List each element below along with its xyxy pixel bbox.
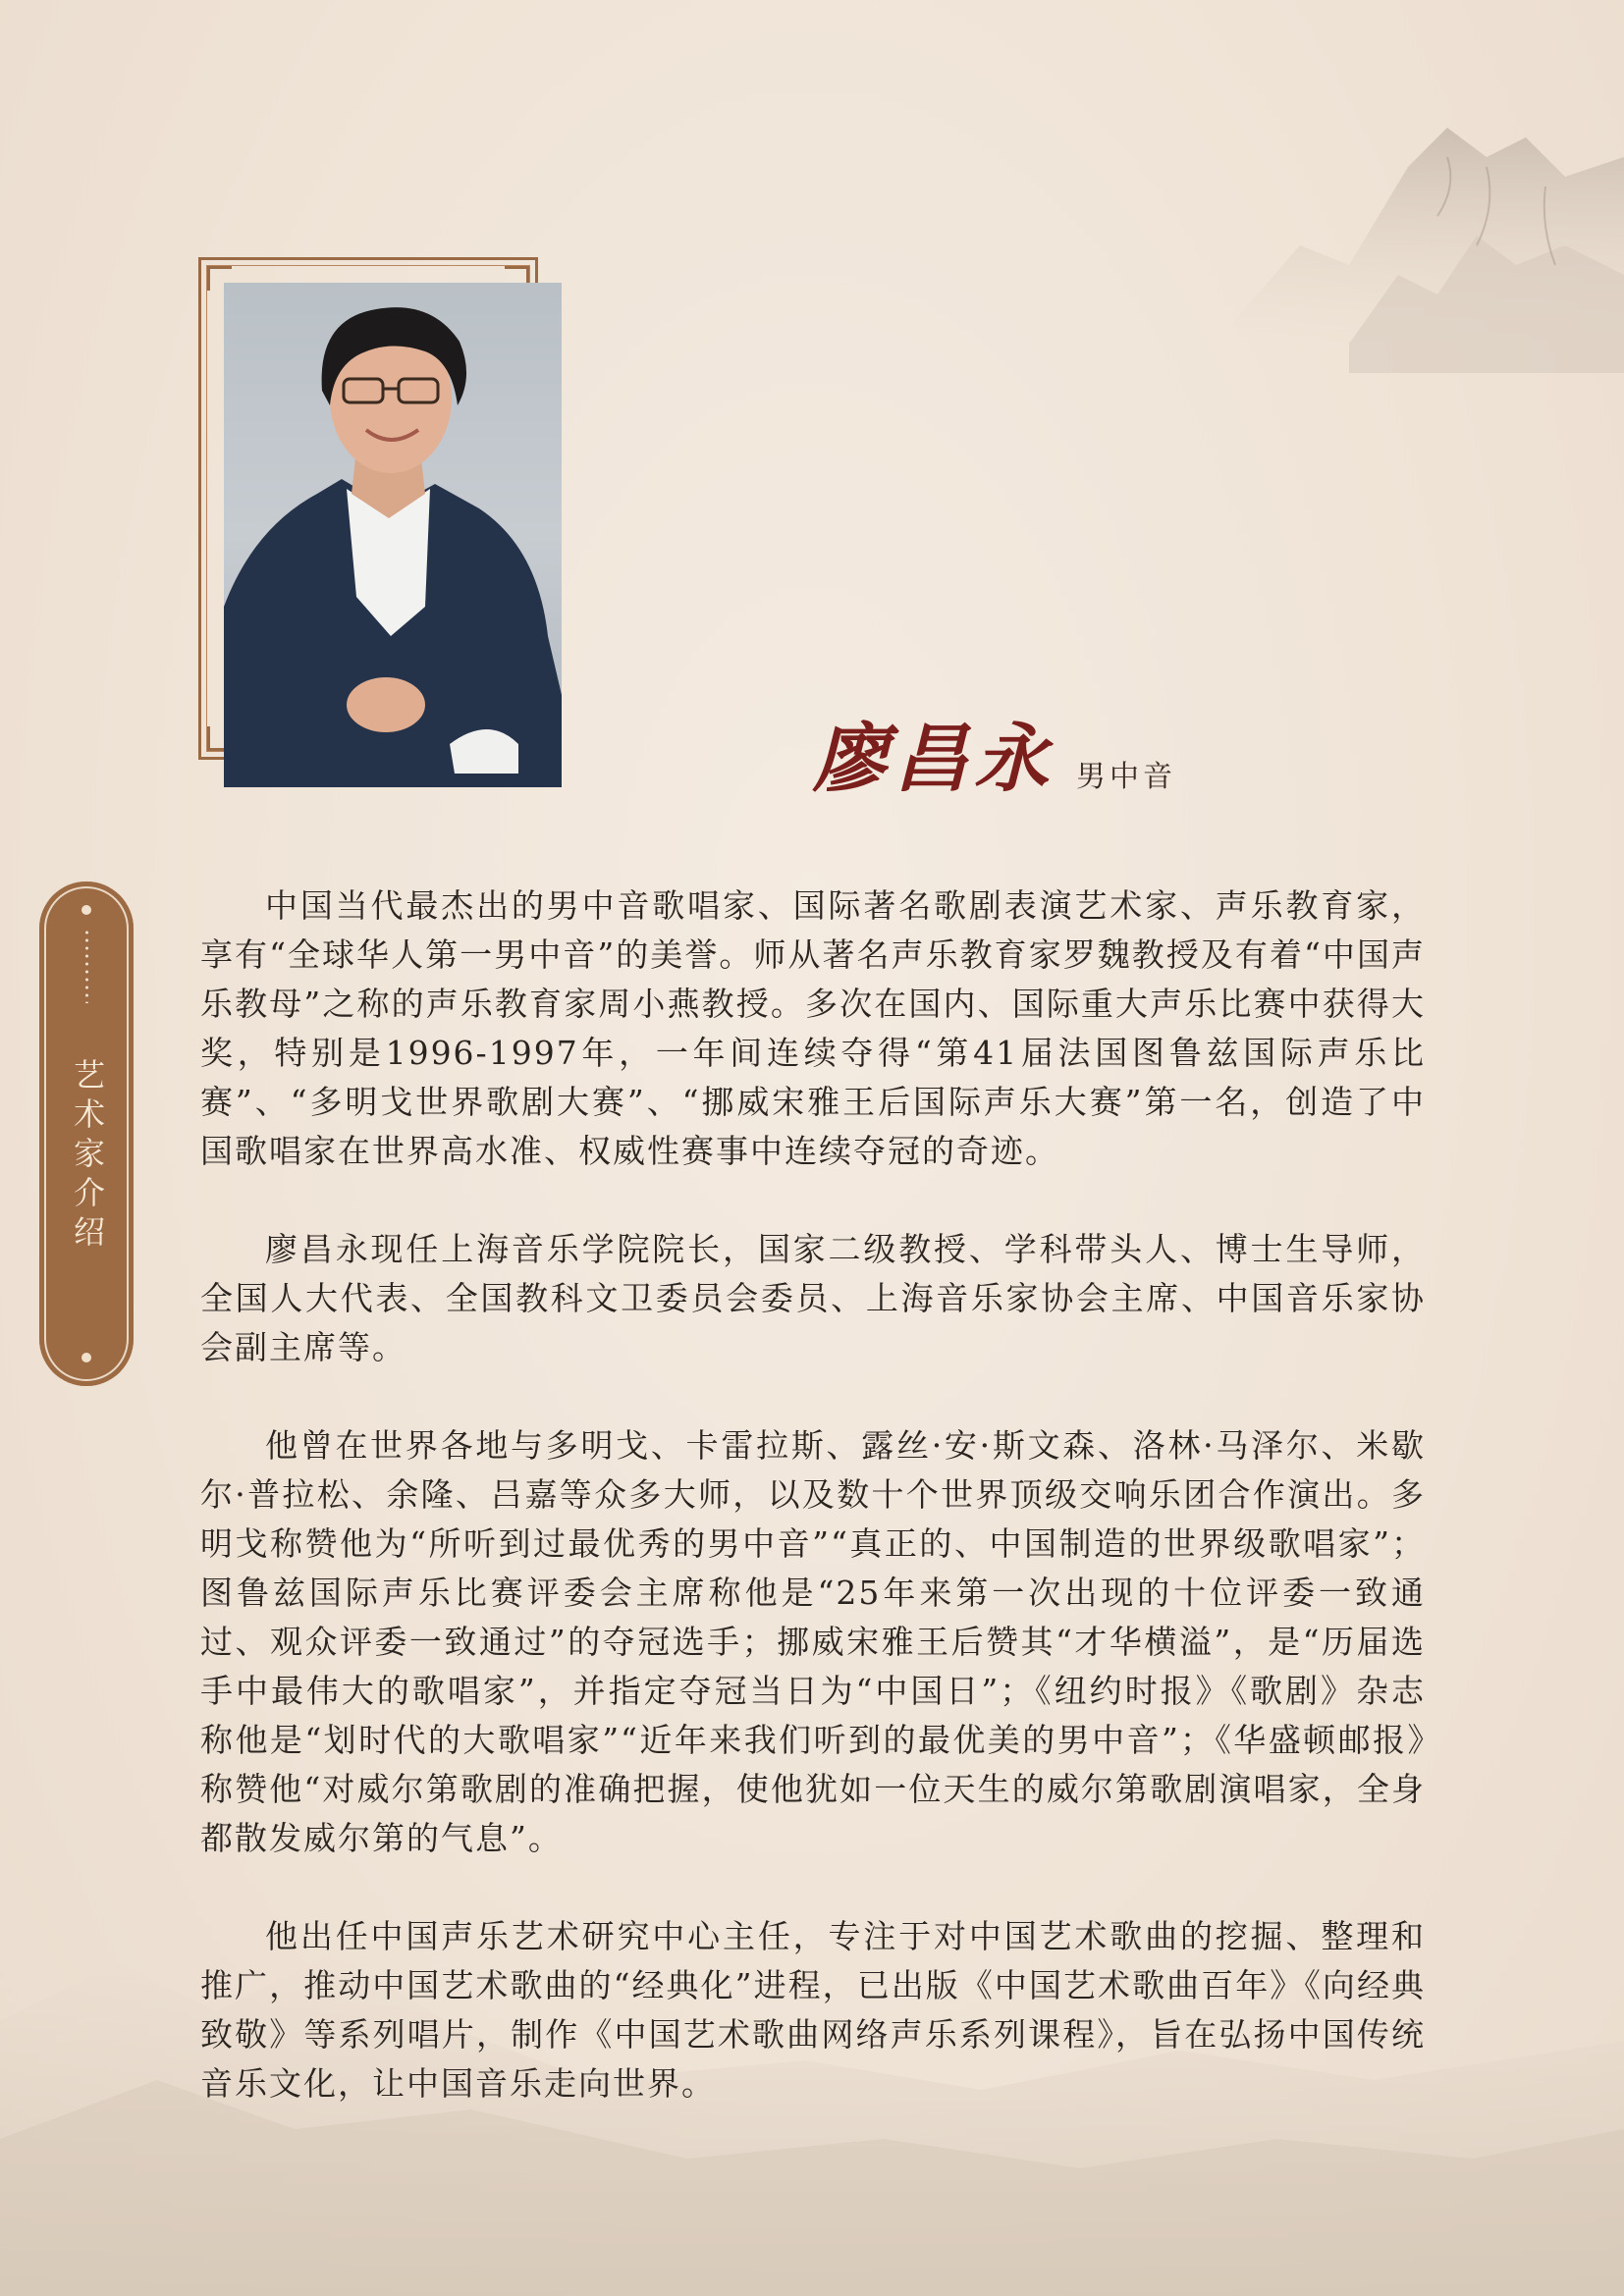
tab-dotted-line-ornament: [85, 929, 88, 1003]
portrait-photo: [224, 283, 562, 787]
portrait-illustration: [224, 283, 562, 787]
tab-dot-ornament: [81, 905, 91, 915]
bio-paragraph: 廖昌永现任上海音乐学院院长，国家二级教授、学科带头人、博士生导师，全国人大代表、全国教科文卫委员会委员、上海音乐家协会主席、中国音乐家协会副主席等。: [200, 1230, 1426, 1366]
bio-paragraph: 中国当代最杰出的男中音歌唱家、国际著名歌剧表演艺术家、声乐教育家，享有“全球华人第一男中音”的美誉。师从著名声乐教育家罗魏教授及有着“中国声乐教母”之称的声乐教育家周小燕教授。多次在国内、国际重大声乐比赛中获得大奖，特别是1996-1997年，一年间连续夺得“第41届法国图鲁兹国际声乐比赛”、“多明戈世界歌剧大赛”、“挪威宋雅王后国际声乐大赛”第一名，创造了中国歌唱家在世界高水准、权威性赛事中连续夺冠的奇迹。: [200, 886, 1426, 1170]
side-tab-label: 艺术家介绍: [69, 1058, 106, 1255]
bio-paragraph: 他曾在世界各地与多明戈、卡雷拉斯、露丝·安·斯文森、洛林·马泽尔、米歇尔·普拉松、余隆、吕嘉等众多大师，以及数十个世界顶级交响乐团合作演出。多明戈称赞他为“所听到过最优秀的男中音”“真正的、中国制造的世界级歌唱家”；图鲁兹国际声乐比赛评委会主席称他是“25年来第一次出现的十位评委一致通过、观众评委一致通过”的夺冠选手；挪威宋雅王后赞其“才华横溢”，是“历届选手中最伟大的歌唱家”，并指定夺冠当日为“中国日”；《纽约时报》《歌剧》杂志称他是“划时代的大歌唱家”“近年来我们听到的最优美的男中音”；《华盛顿邮报》称赞他“对威尔第歌剧的准确把握，使他犹如一位天生的威尔第歌剧演唱家，全身都散发威尔第的气息”。: [200, 1426, 1426, 1857]
artist-name: 廖昌永: [813, 715, 1055, 802]
voice-type-label: 男中音: [1076, 760, 1176, 794]
section-side-tab: [39, 881, 134, 1386]
bio-paragraph: 他出任中国声乐艺术研究中心主任，专注于对中国艺术歌曲的挖掘、整理和推广，推动中国艺术歌曲的“经典化”进程，已出版《中国艺术歌曲百年》《向经典致敬》等系列唱片，制作《中国艺术歌曲网络声乐系列课程》，旨在弘扬中国传统音乐文化，让中国音乐走向世界。: [200, 1917, 1426, 2103]
ink-mountain-decoration: [1153, 98, 1624, 393]
tab-dot-ornament: [81, 1353, 91, 1362]
biography-section: [200, 881, 1426, 2158]
